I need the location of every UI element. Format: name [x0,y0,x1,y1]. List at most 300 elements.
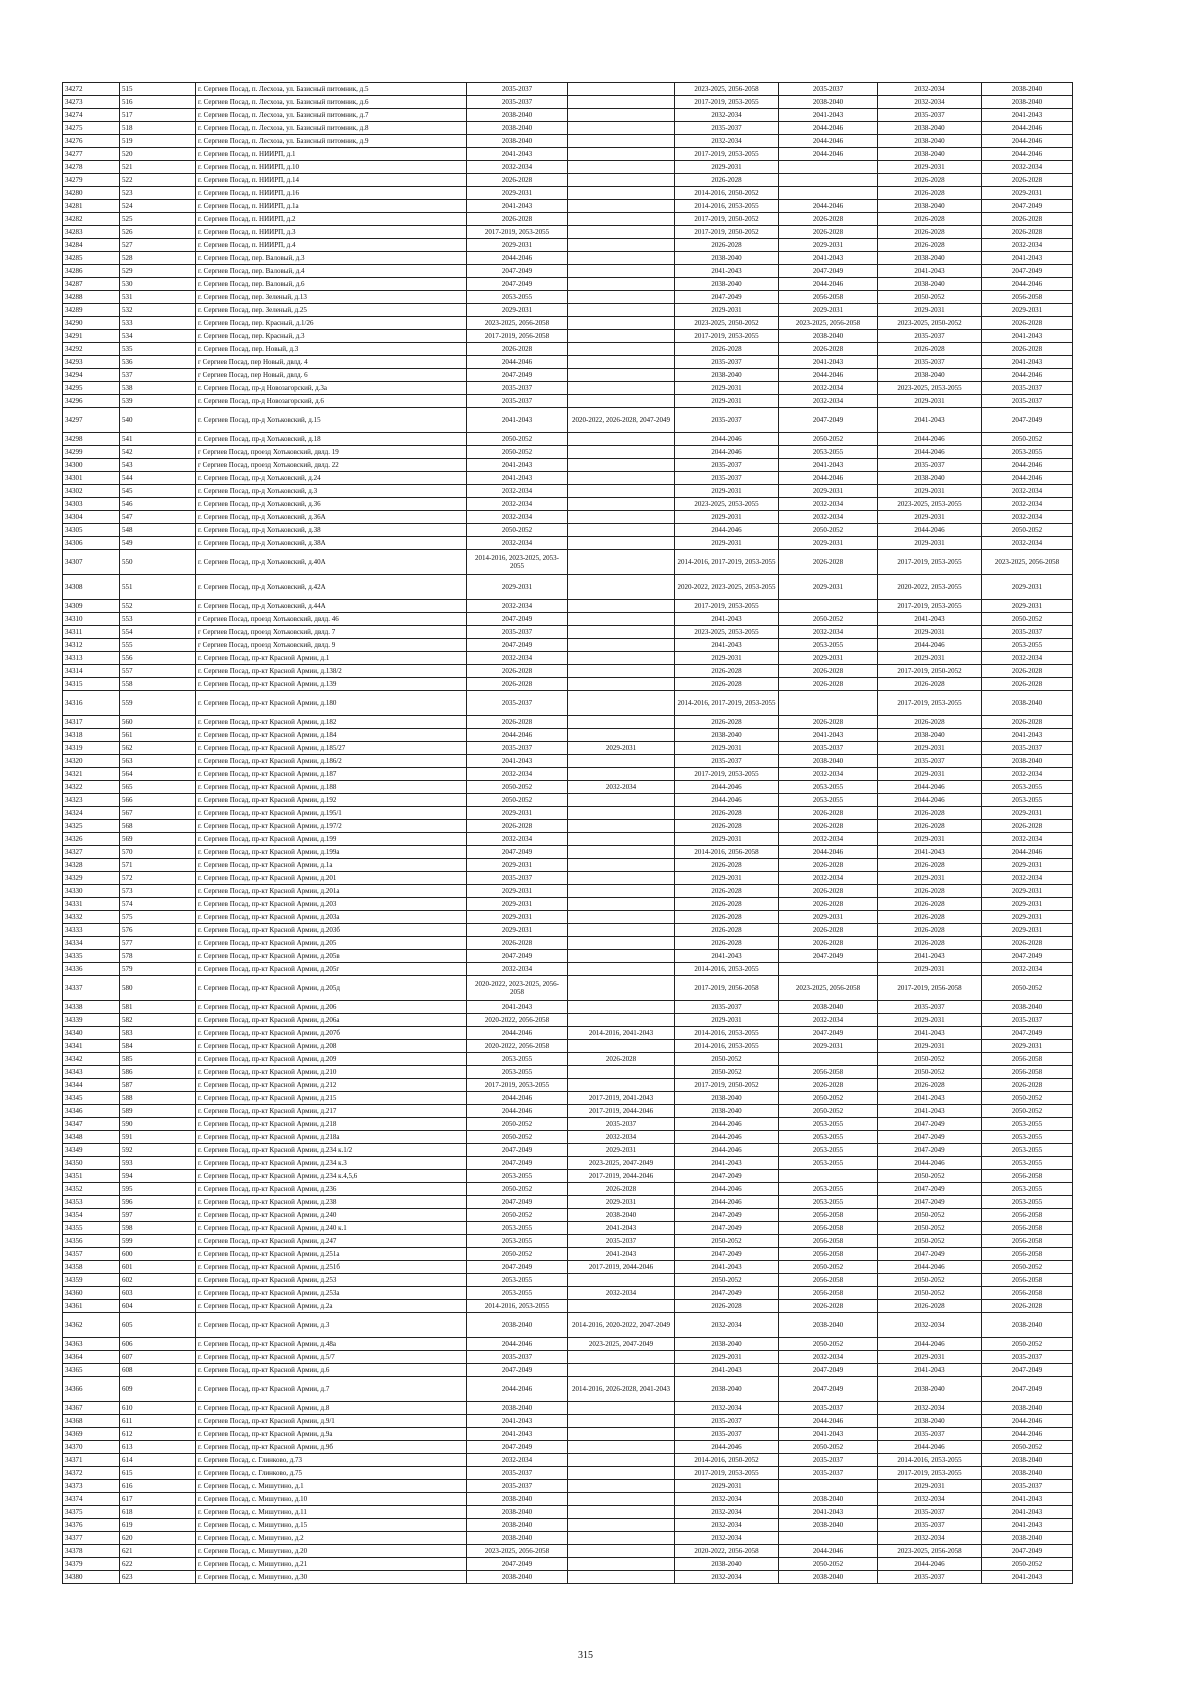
table-cell: 2047-2049 [675,1248,779,1261]
table-cell: 34319 [63,742,120,755]
table-cell: 2029-2031 [675,304,779,317]
table-cell: 2029-2031 [878,304,982,317]
table-cell: 2044-2046 [779,846,878,859]
table-cell: 612 [120,1428,196,1441]
table-cell: 2032-2034 [878,1313,982,1338]
table-cell: 2029-2031 [878,626,982,639]
table-cell: 2029-2031 [878,833,982,846]
table-cell: 2029-2031 [779,239,878,252]
table-cell: г. Сергиев Посад, пр-кт Красной Армии, д.201 [196,872,467,885]
table-cell: 34377 [63,1532,120,1545]
table-row [63,1545,1073,1558]
table-cell: 34348 [63,1131,120,1144]
table-cell: 2047-2049 [675,1209,779,1222]
schedule-table [62,82,1073,1584]
table-cell: 2026-2028 [982,317,1073,330]
table-cell: 590 [120,1118,196,1131]
table-cell: 2026-2028 [467,343,568,356]
table-cell: 563 [120,755,196,768]
table-row [63,485,1073,498]
table-cell: 2029-2031 [779,911,878,924]
table-row [63,356,1073,369]
table-cell [568,600,675,613]
table-cell: 2017-2019, 2053-2055 [675,330,779,343]
table-cell: 2032-2034 [779,833,878,846]
table-cell: г. Сергиев Посад, пр-д Хотьковский, д.36 [196,498,467,511]
table-cell: г. Сергиев Посад, п. НИИРП, д.16 [196,187,467,200]
table-cell: 2026-2028 [878,924,982,937]
table-cell: 2035-2037 [878,1571,982,1584]
table-cell: 34327 [63,846,120,859]
table-cell: г. Сергиев Посад, пр-д Хотьковский, д.44А [196,600,467,613]
table-cell: 34333 [63,924,120,937]
table-cell: 2032-2034 [982,239,1073,252]
table-cell: 583 [120,1027,196,1040]
table-cell [568,794,675,807]
table-cell: 538 [120,382,196,395]
table-cell: 2053-2055 [982,446,1073,459]
table-row [63,83,1073,96]
page-number: 315 [578,1650,593,1661]
table-cell: 34376 [63,1519,120,1532]
table-cell: 555 [120,639,196,652]
table-cell: г. Сергиев Посад, пр-кт Красной Армии, д.195/1 [196,807,467,820]
table-cell [568,109,675,122]
table-cell: г. Сергиев Посад, пер. Валовый, д.3 [196,252,467,265]
table-cell: 2044-2046 [675,1441,779,1454]
table-row [63,1338,1073,1351]
table-cell [568,1545,675,1558]
table-cell: г. Сергиев Посад, пр-кт Красной Армии, д.234 к.4,5,6 [196,1170,467,1183]
table-row [63,265,1073,278]
table-cell [568,885,675,898]
table-cell: 2014-2016, 2053-2055 [675,963,779,976]
table-cell: 2029-2031 [467,187,568,200]
table-cell: г. Сергиев Посад, с. Глинково, д.73 [196,1454,467,1467]
table-cell: 2032-2034 [675,1313,779,1338]
table-cell: 2026-2028 [467,716,568,729]
table-cell [568,265,675,278]
table-cell: 589 [120,1105,196,1118]
table-cell: 2029-2031 [982,187,1073,200]
table-cell: 2032-2034 [779,1351,878,1364]
table-cell: 2035-2037 [568,1235,675,1248]
table-cell: 2023-2025, 2056-2058 [467,317,568,330]
table-cell: 2026-2028 [467,174,568,187]
table-cell: 34302 [63,485,120,498]
table-cell: 2017-2019, 2050-2052 [675,226,779,239]
table-cell: 34305 [63,524,120,537]
table-cell: 584 [120,1040,196,1053]
table-cell: 2023-2025, 2047-2049 [568,1338,675,1351]
table-row [63,626,1073,639]
table-cell: 2032-2034 [779,395,878,408]
table-cell: 541 [120,433,196,446]
table-cell: 2029-2031 [675,382,779,395]
table-cell: 2026-2028 [675,1300,779,1313]
table-cell: 2032-2034 [675,1519,779,1532]
table-cell: 34281 [63,200,120,213]
table-cell: 2053-2055 [467,1053,568,1066]
table-cell: 2056-2058 [982,1222,1073,1235]
table-cell: 2017-2019, 2056-2058 [675,976,779,1001]
table-cell: 2032-2034 [568,1287,675,1300]
table-cell: 557 [120,665,196,678]
table-cell: 2041-2043 [675,639,779,652]
table-cell [779,187,878,200]
table-cell: 2050-2052 [675,1274,779,1287]
table-cell: 2050-2052 [878,291,982,304]
table-cell: 34310 [63,613,120,626]
table-cell [568,575,675,600]
table-cell: 2026-2028 [982,716,1073,729]
table-cell [568,1428,675,1441]
table-cell [568,161,675,174]
table-cell: г. Сергиев Посад, пр-кт Красной Армии, д.3 [196,1313,467,1338]
table-cell: 2053-2055 [467,1066,568,1079]
table-cell: 2053-2055 [467,1274,568,1287]
table-row [63,794,1073,807]
table-cell: 2035-2037 [982,742,1073,755]
table-cell: 2038-2040 [675,1377,779,1402]
table-cell [568,187,675,200]
table-row [63,1454,1073,1467]
table-cell: 34356 [63,1235,120,1248]
table-cell: 2047-2049 [878,1118,982,1131]
table-cell: 2044-2046 [467,1105,568,1118]
table-cell: 34276 [63,135,120,148]
table-cell: 2026-2028 [779,213,878,226]
table-cell: 2038-2040 [982,755,1073,768]
table-cell: 34363 [63,1338,120,1351]
table-cell: 2050-2052 [878,1235,982,1248]
table-cell: 2026-2028 [779,678,878,691]
table-cell: 2047-2049 [675,1222,779,1235]
table-cell: 2053-2055 [779,1196,878,1209]
table-cell [568,729,675,742]
table-cell: 2035-2037 [675,459,779,472]
table-cell: 2044-2046 [779,1415,878,1428]
table-cell: 2038-2040 [878,200,982,213]
table-cell [568,678,675,691]
table-cell: 2050-2052 [779,1092,878,1105]
table-cell [779,691,878,716]
table-cell: 2035-2037 [878,1001,982,1014]
table-cell: 2029-2031 [675,537,779,550]
table-cell: 2026-2028 [675,807,779,820]
table-cell: 2029-2031 [878,1014,982,1027]
table-cell: 2026-2028 [779,1300,878,1313]
table-cell: 558 [120,678,196,691]
table-cell: 2038-2040 [779,1493,878,1506]
table-cell: 2050-2052 [982,1338,1073,1351]
table-cell: 2047-2049 [982,1027,1073,1040]
table-cell: 2032-2034 [878,1532,982,1545]
table-cell: 2032-2034 [467,511,568,524]
table-cell: 2032-2034 [568,1131,675,1144]
table-cell [568,395,675,408]
table-cell: 2056-2058 [982,1248,1073,1261]
table-cell: 521 [120,161,196,174]
table-cell: г. Сергиев Посад, пр-кт Красной Армии, д.218а [196,1131,467,1144]
table-cell: 2044-2046 [982,472,1073,485]
schedule-table-container [62,82,1072,1584]
table-cell: 2029-2031 [878,537,982,550]
table-cell: 554 [120,626,196,639]
table-cell: 520 [120,148,196,161]
table-row [63,1415,1073,1428]
table-cell: 34307 [63,550,120,575]
table-cell: 577 [120,937,196,950]
table-cell: 623 [120,1571,196,1584]
table-cell: 2053-2055 [982,781,1073,794]
table-cell: 2053-2055 [779,639,878,652]
table-cell: 2053-2055 [779,1183,878,1196]
table-cell: 2026-2028 [675,820,779,833]
table-cell: 2035-2037 [982,395,1073,408]
table-cell: 34334 [63,937,120,950]
table-cell: 2026-2028 [675,678,779,691]
table-row [63,1066,1073,1079]
table-cell: 539 [120,395,196,408]
table-cell: 2038-2040 [675,278,779,291]
table-cell: 2041-2043 [675,613,779,626]
table-cell: г. Сергиев Посад, пр-кт Красной Армии, д.218 [196,1118,467,1131]
table-cell [779,161,878,174]
table-cell [568,665,675,678]
table-cell: г. Сергиев Посад, пр-кт Красной Армии, д.247 [196,1235,467,1248]
table-row [63,1027,1073,1040]
table-cell: 34372 [63,1467,120,1480]
table-cell: 34322 [63,781,120,794]
table-cell: 2026-2028 [878,213,982,226]
table-cell [568,1532,675,1545]
table-row [63,148,1073,161]
table-row [63,369,1073,382]
table-cell: 2053-2055 [982,794,1073,807]
table-cell: 34359 [63,1274,120,1287]
table-cell: г. Сергиев Посад, пр-кт Красной Армии, д.9а [196,1428,467,1441]
table-row [63,755,1073,768]
table-cell: 2038-2040 [878,278,982,291]
table-row [63,278,1073,291]
table-cell: 2029-2031 [568,742,675,755]
table-cell: г. Сергиев Посад, пр-кт Красной Армии, д.184 [196,729,467,742]
table-cell: 2026-2028 [779,885,878,898]
table-cell [568,1351,675,1364]
table-cell: 2026-2028 [675,885,779,898]
table-cell: 34342 [63,1053,120,1066]
table-cell: 2026-2028 [779,807,878,820]
table-cell: 2017-2019, 2053-2055 [878,600,982,613]
table-cell: 595 [120,1183,196,1196]
table-cell: 34285 [63,252,120,265]
table-cell: 618 [120,1506,196,1519]
table-cell: 2041-2043 [779,729,878,742]
table-cell: 34361 [63,1300,120,1313]
table-cell: 2026-2028 [982,174,1073,187]
table-cell: 2035-2037 [878,109,982,122]
table-cell: 2035-2037 [878,356,982,369]
table-cell: 2041-2043 [878,1105,982,1118]
table-cell: 2032-2034 [779,382,878,395]
table-cell: 2047-2049 [779,408,878,433]
table-cell: 2017-2019, 2053-2055 [675,768,779,781]
table-cell: 2047-2049 [982,408,1073,433]
table-cell: г Сергиев Посад, проезд Хотьковский, двлд. 9 [196,639,467,652]
table-cell: 2035-2037 [568,1118,675,1131]
table-cell: 2041-2043 [467,459,568,472]
table-row [63,239,1073,252]
table-cell: 2041-2043 [779,1506,878,1519]
table-cell: 616 [120,1480,196,1493]
table-cell: 34349 [63,1144,120,1157]
table-cell: 2035-2037 [467,395,568,408]
table-cell: 2032-2034 [878,96,982,109]
table-cell: 34300 [63,459,120,472]
table-cell: г. Сергиев Посад, пер. Валовый, д.4 [196,265,467,278]
table-cell: 2038-2040 [878,135,982,148]
table-cell: 2029-2031 [675,1351,779,1364]
table-cell: 34364 [63,1351,120,1364]
table-cell: 2029-2031 [982,1040,1073,1053]
table-cell: 2032-2034 [467,485,568,498]
table-cell: 2026-2028 [878,937,982,950]
table-cell: 2044-2046 [878,524,982,537]
table-cell: 2026-2028 [675,665,779,678]
table-cell: г. Сергиев Посад, пр-кт Красной Армии, д.210 [196,1066,467,1079]
table-cell: 603 [120,1287,196,1300]
table-cell: 2053-2055 [467,1222,568,1235]
table-row [63,1558,1073,1571]
table-cell: 2047-2049 [675,1170,779,1183]
table-cell: 2029-2031 [878,1480,982,1493]
table-cell: 34272 [63,83,120,96]
table-cell: 619 [120,1519,196,1532]
table-cell: г. Сергиев Посад, пр-кт Красной Армии, д.186/2 [196,755,467,768]
table-cell: 569 [120,833,196,846]
table-row [63,1235,1073,1248]
table-cell: 2053-2055 [982,1183,1073,1196]
table-cell: 2026-2028 [878,859,982,872]
table-cell: 593 [120,1157,196,1170]
table-cell: 570 [120,846,196,859]
table-cell: 34378 [63,1545,120,1558]
table-row [63,1261,1073,1274]
table-cell: 572 [120,872,196,885]
table-row [63,498,1073,511]
table-row [63,459,1073,472]
table-cell: 587 [120,1079,196,1092]
table-cell: 2035-2037 [467,691,568,716]
table-cell: 578 [120,950,196,963]
table-cell: 2026-2028 [779,343,878,356]
table-cell: 2029-2031 [878,872,982,885]
table-cell: 2041-2043 [982,252,1073,265]
table-cell: 2014-2016, 2041-2043 [568,1027,675,1040]
table-cell: 2032-2034 [675,1506,779,1519]
table-cell: 2038-2040 [982,1532,1073,1545]
table-cell: 597 [120,1209,196,1222]
table-row [63,1105,1073,1118]
table-cell: 575 [120,911,196,924]
table-cell: 2047-2049 [878,1248,982,1261]
table-row [63,963,1073,976]
table-cell: г. Сергиев Посад, пр-д Новозагорский, д.3а [196,382,467,395]
table-cell: 34318 [63,729,120,742]
table-cell: 2020-2022, 2023-2025, 2056-2058 [467,976,568,1001]
table-cell: 34360 [63,1287,120,1300]
table-cell: 576 [120,924,196,937]
table-cell [568,1571,675,1584]
table-row [63,833,1073,846]
table-cell: 544 [120,472,196,485]
table-cell: 2041-2043 [779,252,878,265]
table-cell: 2044-2046 [878,1261,982,1274]
table-cell: 2050-2052 [982,524,1073,537]
table-cell: 2047-2049 [467,1441,568,1454]
table-row [63,1377,1073,1402]
table-cell: 34279 [63,174,120,187]
table-row [63,768,1073,781]
table-cell: 2017-2019, 2050-2052 [878,665,982,678]
table-cell: 2038-2040 [779,1001,878,1014]
table-cell: 2029-2031 [982,807,1073,820]
table-cell [568,498,675,511]
table-cell [779,174,878,187]
table-cell: 573 [120,885,196,898]
table-cell: 2026-2028 [467,820,568,833]
table-cell: 34379 [63,1558,120,1571]
table-cell: 34328 [63,859,120,872]
table-cell: 2044-2046 [779,1545,878,1558]
table-cell: 2032-2034 [675,1493,779,1506]
table-cell [568,898,675,911]
table-cell: 2056-2058 [779,1248,878,1261]
table-cell: 2044-2046 [675,524,779,537]
table-cell: 2050-2052 [982,433,1073,446]
table-cell: 2041-2043 [467,148,568,161]
table-cell: 2032-2034 [467,833,568,846]
table-cell: 2050-2052 [982,976,1073,1001]
table-cell: 2038-2040 [467,1313,568,1338]
table-cell: 2032-2034 [568,781,675,794]
table-cell: 34282 [63,213,120,226]
table-cell: 591 [120,1131,196,1144]
table-row [63,924,1073,937]
table-cell: 34295 [63,382,120,395]
table-cell: 2026-2028 [982,213,1073,226]
table-cell: г. Сергиев Посад, пр-д Хотьковский, д.18 [196,433,467,446]
table-cell: 34321 [63,768,120,781]
table-cell: г. Сергиев Посад, пр-д Хотьковский, д.3 [196,485,467,498]
table-cell: 2038-2040 [467,1402,568,1415]
table-cell: 598 [120,1222,196,1235]
table-cell: 2029-2031 [675,511,779,524]
table-cell: 2056-2058 [779,1066,878,1079]
table-cell: 519 [120,135,196,148]
table-cell: 34343 [63,1066,120,1079]
table-cell: 2029-2031 [982,885,1073,898]
table-cell: 34311 [63,626,120,639]
table-cell: 608 [120,1364,196,1377]
table-cell: 2026-2028 [675,716,779,729]
table-cell: 2041-2043 [982,356,1073,369]
table-cell [568,846,675,859]
table-row [63,937,1073,950]
table-cell: 2038-2040 [779,755,878,768]
table-cell: г Сергиев Посад, проезд Хотьковский, двлд. 7 [196,626,467,639]
